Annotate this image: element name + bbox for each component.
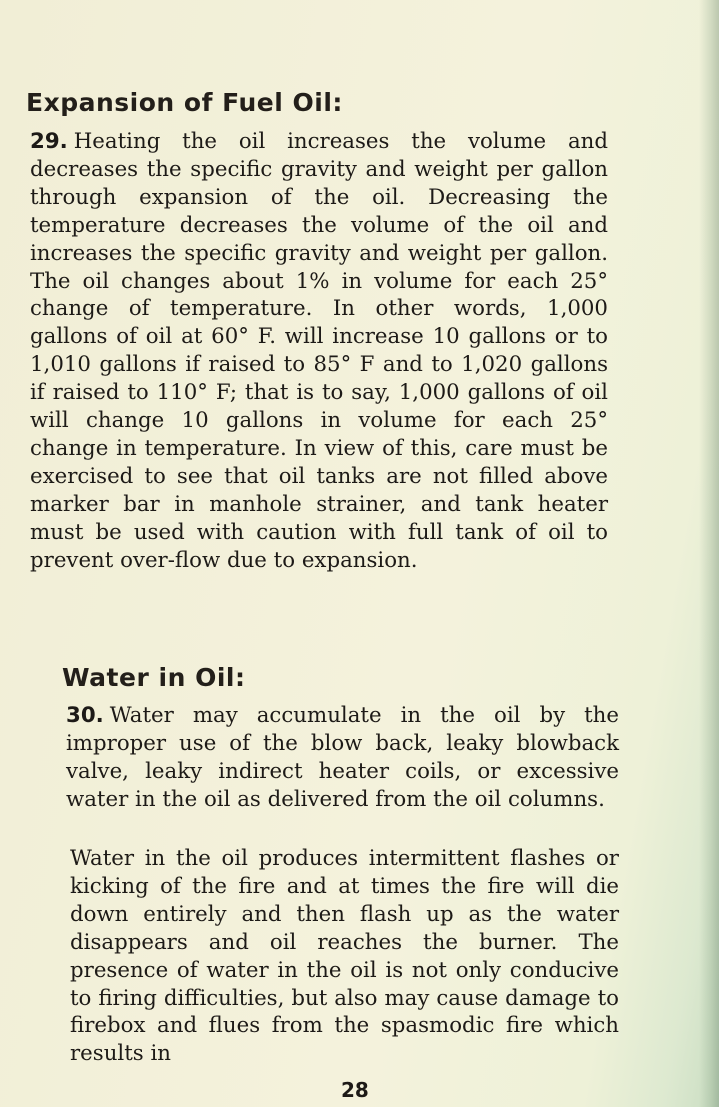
paragraph-29: [30, 128, 608, 575]
heading-expansion-of-fuel-oil: Expansion of Fuel Oil:: [26, 88, 343, 117]
section-number-29: 29.: [30, 129, 68, 154]
paragraph-water-effects: Water in the oil produces intermittent flashes or kicking of the fire and at times the fire will die down entirely and then flash up as the water disappears and oil reaches the burner. The presence of water in the oil is not only conducive to firing difficulties, but also may cause damage to firebox and flues from the spasmodic fire which results in: [70, 846, 619, 1067]
heading-water-in-oil: Water in Oil:: [62, 663, 246, 692]
section-number-30: 30.: [66, 703, 104, 728]
paragraph-29-text: Heating the oil increases the volume and decreases the specific gravity and weight per gallon through expansion of the oil. Decreasing the temperature decreases the volume of the oil and increases the specific gravity and weight per gallon. The oil changes about 1% in volume for each 25° change of temperature. In other words, 1,000 gallons of oil at 60° F. will increase 10 gallons or to 1,010 gallons if raised to 85° F and to 1,020 gallons if raised to 110° F; that is to say, 1,000 gallons of oil will change 10 gallons in volume for each 25° change in temperature. In view of this, care must be exercised to see that oil tanks are not filled above marker bar in manhole strainer, and tank heater must be used with caution with full tank of oil to prevent over-flow due to expansion.: [30, 129, 608, 573]
page-spine-shadow: [699, 0, 719, 1107]
paragraph-30: [66, 702, 619, 814]
paragraph-30-text: Water may accumulate in the oil by the improper use of the blow back, leaky blowback valve, leaky indirect heater coils, or excessive water in the oil as delivered from the oil columns.: [66, 703, 619, 812]
page-number: 28: [341, 1078, 369, 1102]
